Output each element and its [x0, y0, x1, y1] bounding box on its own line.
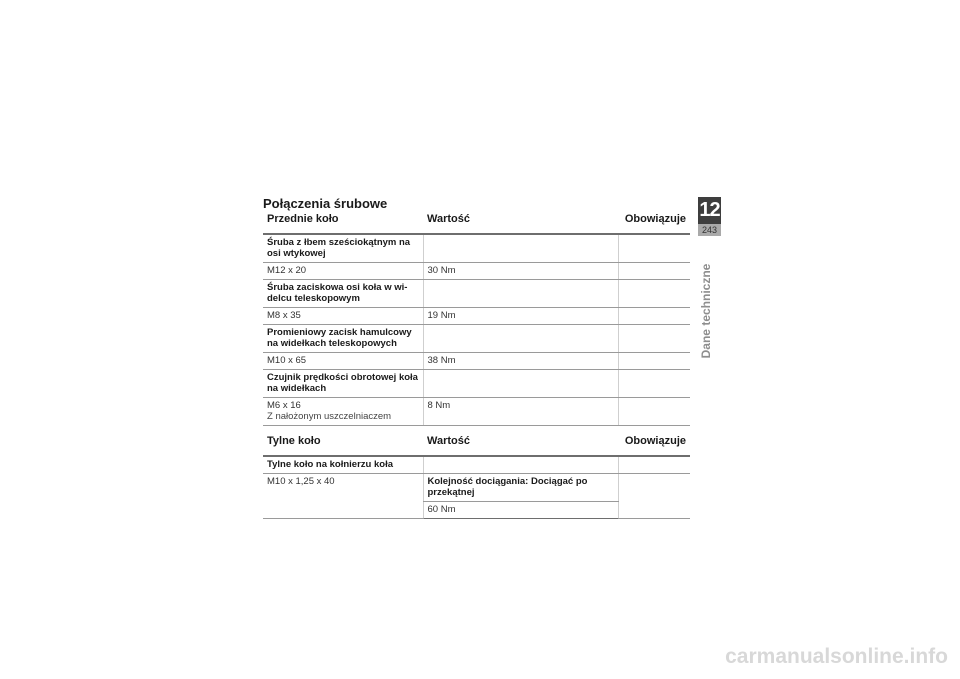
column-header-applies: Obowiązuje [618, 426, 690, 457]
table-row [263, 234, 690, 263]
component-name: Promieniowy zacisk hamulcowy na widełkach teleskopowych [263, 325, 423, 353]
component-name: Czujnik prędkości obrotowej koła na widełkach [263, 370, 423, 398]
component-spec: M8 x 35 [263, 308, 423, 325]
empty-cell [618, 370, 690, 398]
empty-cell [618, 325, 690, 353]
watermark: carmanualsonline.info [725, 645, 948, 668]
torque-value: 38 Nm [423, 353, 618, 370]
chapter-tab [698, 197, 721, 236]
table-row [263, 398, 690, 426]
component-name: Śruba z łbem sześciokątnym na osi wtykowej [263, 234, 423, 263]
section-header-rear-wheel [263, 426, 690, 457]
component-name: Tylne koło na kołnierzu koła [263, 456, 423, 474]
table-row [263, 263, 690, 280]
empty-cell [618, 353, 690, 370]
column-header-component: Tylne koło [263, 426, 423, 457]
column-header-component: Przednie koło [263, 210, 423, 234]
torque-value: 60 Nm [423, 502, 618, 519]
page-number: 243 [701, 225, 718, 235]
empty-cell [618, 263, 690, 280]
component-spec: M10 x 65 [263, 353, 423, 370]
torque-value: 8 Nm [423, 398, 618, 426]
empty-cell [423, 280, 618, 308]
empty-cell [618, 234, 690, 263]
component-spec: M12 x 20 [263, 263, 423, 280]
tightening-instruction: Kolejność dociągania: Dociągać po przekątnej [423, 474, 618, 502]
chapter-label: Dane techniczne [699, 263, 713, 359]
section-header-front-wheel [263, 210, 690, 234]
column-header-value: Wartość [423, 426, 618, 457]
column-header-applies: Obowiązuje [618, 210, 690, 234]
empty-cell [618, 456, 690, 474]
spec-note: Z nałożonym uszczelniaczem [267, 411, 392, 422]
component-spec: M10 x 1,25 x 40 [263, 474, 423, 519]
chapter-number: 12 [699, 199, 720, 221]
torque-spec-table [263, 210, 690, 519]
torque-value: 19 Nm [423, 308, 618, 325]
empty-cell [618, 474, 690, 519]
torque-value: 30 Nm [423, 263, 618, 280]
component-spec [263, 398, 423, 426]
empty-cell [423, 456, 618, 474]
table-row [263, 370, 690, 398]
empty-cell [423, 325, 618, 353]
table-row [263, 325, 690, 353]
table-row [263, 474, 690, 502]
empty-cell [618, 280, 690, 308]
table-row [263, 353, 690, 370]
spec-size: M6 x 16 [267, 400, 301, 411]
table-row [263, 456, 690, 474]
empty-cell [618, 398, 690, 426]
column-header-value: Wartość [423, 210, 618, 234]
table-row [263, 308, 690, 325]
table-row [263, 280, 690, 308]
page-title: Połączenia śrubowe [263, 196, 388, 211]
empty-cell [423, 370, 618, 398]
empty-cell [423, 234, 618, 263]
empty-cell [618, 308, 690, 325]
component-name: Śruba zaciskowa osi koła w wi-delcu teleskopowym [263, 280, 423, 308]
